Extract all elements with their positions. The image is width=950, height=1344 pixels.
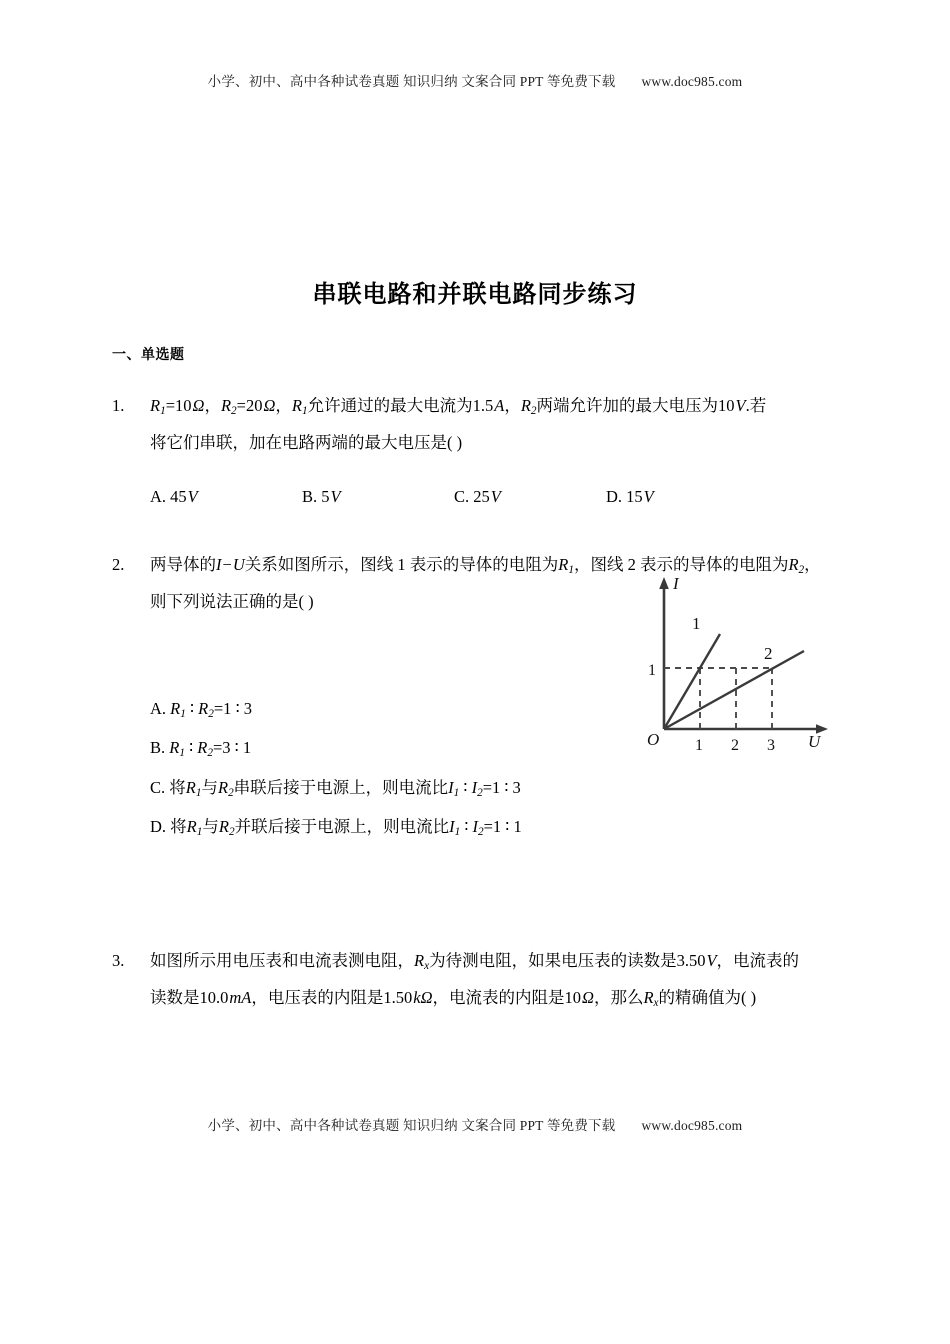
option-c-I1-sub: 1 (453, 786, 460, 799)
option-a-ratio-2: ∶ (235, 699, 240, 719)
option-c-I2: I (471, 777, 478, 797)
q1-comma-2: ， (275, 396, 292, 415)
question-2 (112, 549, 842, 849)
option-d-I2: I (472, 816, 478, 836)
option-a-label: A. (150, 699, 167, 719)
q3-voltmeter-resistance-value: 1.50 (383, 987, 413, 1007)
q2-R1-sub: 1 (568, 564, 574, 577)
q1-R1-sub: 1 (160, 405, 166, 418)
question-2-option-c[interactable] (150, 771, 842, 810)
option-b-R2: R (197, 738, 208, 758)
q3-text-line2a: 读数是 (150, 987, 200, 1007)
option-c-label: C. (454, 487, 470, 507)
option-d-eq: =1 (483, 816, 502, 836)
option-c-mid: 与 (201, 777, 218, 797)
q3-ammeter-value: 10.0 (199, 987, 229, 1007)
option-b-ratio-1: ∶ (188, 738, 194, 758)
q2-text-line1a: 关系如图所示，图线 1 表示的导体的电阻为 (244, 555, 559, 575)
graph-axes (664, 585, 820, 729)
x-tick-label-1: 1 (695, 737, 703, 755)
q2-comma-tail: ， (804, 555, 821, 575)
option-d-ratio-2: ∶ (505, 816, 510, 836)
option-a-R2-sub: 2 (208, 708, 214, 721)
option-b-ratio-2: ∶ (234, 738, 239, 758)
option-d-R1: R (186, 816, 197, 836)
option-d-mid: 与 (202, 816, 219, 836)
option-b-R2-sub: 2 (207, 747, 213, 760)
q3-Rx-sym-2: R (643, 987, 654, 1007)
option-d-I2-sub: 2 (477, 825, 484, 838)
q2-minus: − (222, 555, 232, 575)
option-d-R2-sub: 2 (228, 825, 235, 838)
page-title: 串联电路和并联电路同步练习 (312, 281, 638, 308)
option-b-R1-sub: 1 (179, 747, 185, 760)
question-1-number: 1. (112, 396, 125, 415)
q1-R2b-sym: R (520, 396, 531, 415)
q2-R1-sym: R (558, 555, 569, 575)
q1-volt-unit: V (735, 396, 746, 415)
question-2-line-2: 则下列说法正确的是( ) (150, 592, 314, 612)
question-1-line-1 (150, 390, 842, 427)
spacer (150, 459, 842, 481)
option-c-I2-sub: 2 (477, 786, 483, 799)
y-tick-label-1: 1 (648, 662, 656, 680)
option-c-eq: =1 (482, 777, 501, 797)
option-c-R1-sub: 1 (195, 786, 202, 799)
option-a-eq: =1 (213, 699, 232, 719)
question-3-number: 3. (112, 950, 125, 970)
q2-I-sym: I (216, 555, 222, 575)
q3-ammeter-resistance-value: 10 (564, 987, 582, 1007)
q1-R2-eq: =20 (236, 396, 263, 415)
option-b-label: B. (150, 738, 166, 758)
option-c-R2: R (217, 777, 229, 797)
question-1-option-d[interactable] (606, 481, 758, 513)
q1-voltage-value: 10 (718, 396, 735, 415)
document-body (112, 344, 842, 1019)
q3-voltmeter-unit: V (706, 950, 717, 970)
option-c-value: 25 (473, 487, 490, 507)
option-a-val: 3 (243, 699, 252, 719)
option-a-value: 45 (170, 487, 187, 507)
page-header-text: 小学、初中、高中各种试卷真题 知识归纳 文案合同 PPT 等免费下载 (207, 74, 616, 89)
question-1-option-a[interactable] (150, 481, 302, 513)
option-b-val: 1 (242, 738, 252, 758)
option-c-ratio-1: ∶ (463, 777, 468, 797)
option-a-ratio-1: ∶ (189, 699, 195, 719)
q3-text-lead: 如图所示用电压表和电流表测电阻， (150, 950, 414, 970)
series-line-2 (664, 651, 804, 729)
q1-R1b-sub: 1 (302, 405, 308, 418)
page-footer-text: 小学、初中、高中各种试卷真题 知识归纳 文案合同 PPT 等免费下载 (207, 1118, 616, 1133)
q1-ohm-1: Ω (192, 396, 205, 415)
y-axis-arrow-icon (659, 577, 669, 589)
option-d-I1-sub: 1 (454, 825, 461, 838)
page-footer (0, 1114, 950, 1134)
section-heading-single-choice: 一、单选题 (112, 346, 185, 362)
q3-text-line2d: ，那么 (593, 987, 644, 1007)
y-axis-label: I (673, 574, 679, 594)
option-c-post: 串联后接于电源上，则电流比 (233, 777, 449, 797)
option-d-R1-sub: 1 (196, 825, 203, 838)
question-1-line-2: 将它们串联，加在电路两端的最大电压是( ) (150, 433, 463, 453)
option-c-I1: I (448, 777, 454, 797)
series-label-1: 1 (692, 614, 701, 634)
option-d-val: 1 (513, 816, 522, 836)
option-a-unit: V (187, 487, 198, 507)
q1-R2-sub: 2 (231, 405, 237, 418)
spacer (112, 849, 842, 945)
option-c-label: C. (150, 777, 166, 797)
q2-R2-sub: 2 (798, 564, 805, 577)
question-1-options (150, 481, 842, 513)
q2-U-sym: U (232, 555, 245, 575)
option-d-label: D. (606, 487, 623, 507)
q2-text-line1b: ，图线 2 表示的导体的电阻为 (573, 555, 789, 575)
q2-text-lead: 两导体的 (150, 555, 216, 575)
option-c-pre: 将 (169, 777, 186, 797)
q1-R2-sym: R (220, 396, 232, 415)
option-d-R2: R (218, 816, 229, 836)
question-1 (112, 390, 842, 513)
page-header-url: www.doc985.com (641, 74, 743, 89)
q1-ohm-2: Ω (263, 396, 276, 415)
q3-Rx-sub: x (424, 959, 430, 972)
q1-text-max-voltage: 两端允许加的最大电压为 (536, 396, 719, 415)
option-c-R1: R (185, 777, 196, 797)
question-3 (112, 945, 842, 1019)
question-3-line-2 (150, 982, 842, 1019)
option-b-label: B. (302, 487, 318, 507)
q3-ammeter-unit: mA (229, 987, 252, 1007)
q1-tail-1: .若 (745, 396, 767, 415)
q1-R2b-sub: 2 (530, 405, 537, 418)
question-1-option-c[interactable] (454, 481, 606, 513)
option-d-ratio-1: ∶ (464, 816, 469, 836)
q3-text-line2b: ，电压表的内阻是 (251, 987, 384, 1007)
question-2-option-d[interactable] (150, 810, 842, 849)
q2-R2-sym: R (788, 555, 799, 575)
q3-voltmeter-resistance-unit: kΩ (413, 987, 433, 1007)
page-header (0, 70, 950, 90)
question-2-number: 2. (112, 555, 125, 575)
q1-ampere-unit: A (494, 396, 505, 415)
q3-text-line2e: 的精确值为( ) (658, 987, 757, 1007)
x-tick-label-3: 3 (767, 737, 775, 755)
option-c-R2-sub: 2 (228, 786, 234, 799)
option-a-label: A. (150, 487, 167, 507)
x-tick-label-2: 2 (731, 737, 739, 755)
x-axis-label: U (808, 732, 821, 752)
option-a-R1: R (170, 699, 181, 719)
origin-label: O (647, 730, 660, 750)
option-a-R1-sub: 1 (180, 708, 186, 721)
option-b-unit: V (330, 487, 341, 507)
q3-text-line1b: ，电流表的 (716, 950, 800, 970)
series-label-2: 2 (764, 644, 773, 664)
option-c-unit: V (490, 487, 501, 507)
option-d-pre: 将 (170, 816, 187, 836)
page-footer-url: www.doc985.com (641, 1118, 743, 1133)
option-c-val: 3 (512, 777, 521, 797)
option-b-R1: R (169, 738, 180, 758)
option-d-I1: I (449, 816, 455, 836)
q1-R1-sym: R (150, 396, 161, 415)
option-d-post: 并联后接于电源上，则电流比 (234, 816, 450, 836)
option-c-ratio-2: ∶ (504, 777, 509, 797)
iu-graph-svg (642, 567, 842, 757)
option-b-eq: =3 (212, 738, 231, 758)
option-b-value: 5 (321, 487, 330, 507)
q3-voltmeter-value: 3.50 (676, 950, 706, 970)
q1-R1-eq: =10 (165, 396, 192, 415)
option-a-R2: R (198, 699, 209, 719)
q3-Rx-sym: R (414, 950, 425, 970)
q3-text-line1a: 为待测电阻，如果电压表的读数是 (429, 950, 677, 970)
q3-Rx-sub-2: x (653, 997, 659, 1010)
option-d-unit: V (643, 487, 654, 507)
q1-current-value: 1.5 (472, 396, 494, 415)
option-d-value: 15 (626, 487, 643, 507)
q3-text-line2c: ，电流表的内阻是 (432, 987, 565, 1007)
q1-R1b-sym: R (291, 396, 302, 415)
q1-comma-3: ， (504, 396, 521, 415)
question-3-line-1 (150, 945, 842, 982)
question-1-option-b[interactable] (302, 481, 454, 513)
iu-graph-figure (642, 567, 842, 755)
spacer (112, 513, 842, 549)
q1-comma-1: ， (204, 396, 221, 415)
option-d-label: D. (150, 816, 167, 836)
q1-text-max-current: 允许通过的最大电流为 (307, 396, 473, 415)
q3-ammeter-resistance-unit: Ω (582, 987, 594, 1007)
